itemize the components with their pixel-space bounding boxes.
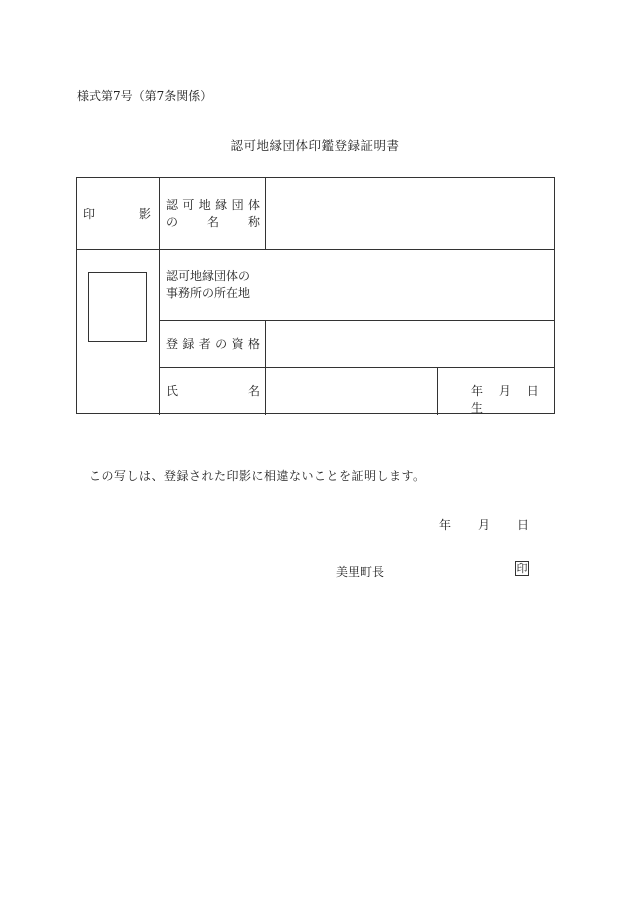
certification-statement: この写しは、登録された印影に相違ないことを証明します。	[89, 469, 426, 483]
name-field[interactable]	[266, 368, 437, 415]
group-name-label: 認 可 地 縁 団 体 の 名 称	[166, 198, 260, 229]
office-location-label: 認可地縁団体の 事務所の所在地	[166, 269, 251, 300]
registrant-qualification-label: 登 録 者 の 資 格	[166, 337, 260, 351]
column-divider-left	[159, 178, 160, 415]
birth-date-label[interactable]: 年 月 日生	[471, 384, 539, 415]
seal-impression-box[interactable]	[88, 272, 147, 342]
official-seal-mark: 印	[516, 562, 528, 575]
issuer-title: 美里町長	[336, 565, 385, 579]
office-location-field[interactable]	[266, 250, 554, 320]
issue-date[interactable]: 年 月 日	[439, 518, 529, 532]
name-label: 氏 名	[166, 384, 260, 398]
certificate-table	[76, 177, 555, 414]
registrant-qualification-field[interactable]	[266, 321, 554, 367]
form-number: 様式第7号（第7条関係）	[77, 89, 213, 103]
seal-impression-label: 印 影	[83, 207, 151, 221]
group-name-field[interactable]	[266, 178, 554, 249]
document-title: 認可地縁団体印鑑登録証明書	[230, 138, 400, 153]
column-divider-birth	[437, 367, 438, 415]
